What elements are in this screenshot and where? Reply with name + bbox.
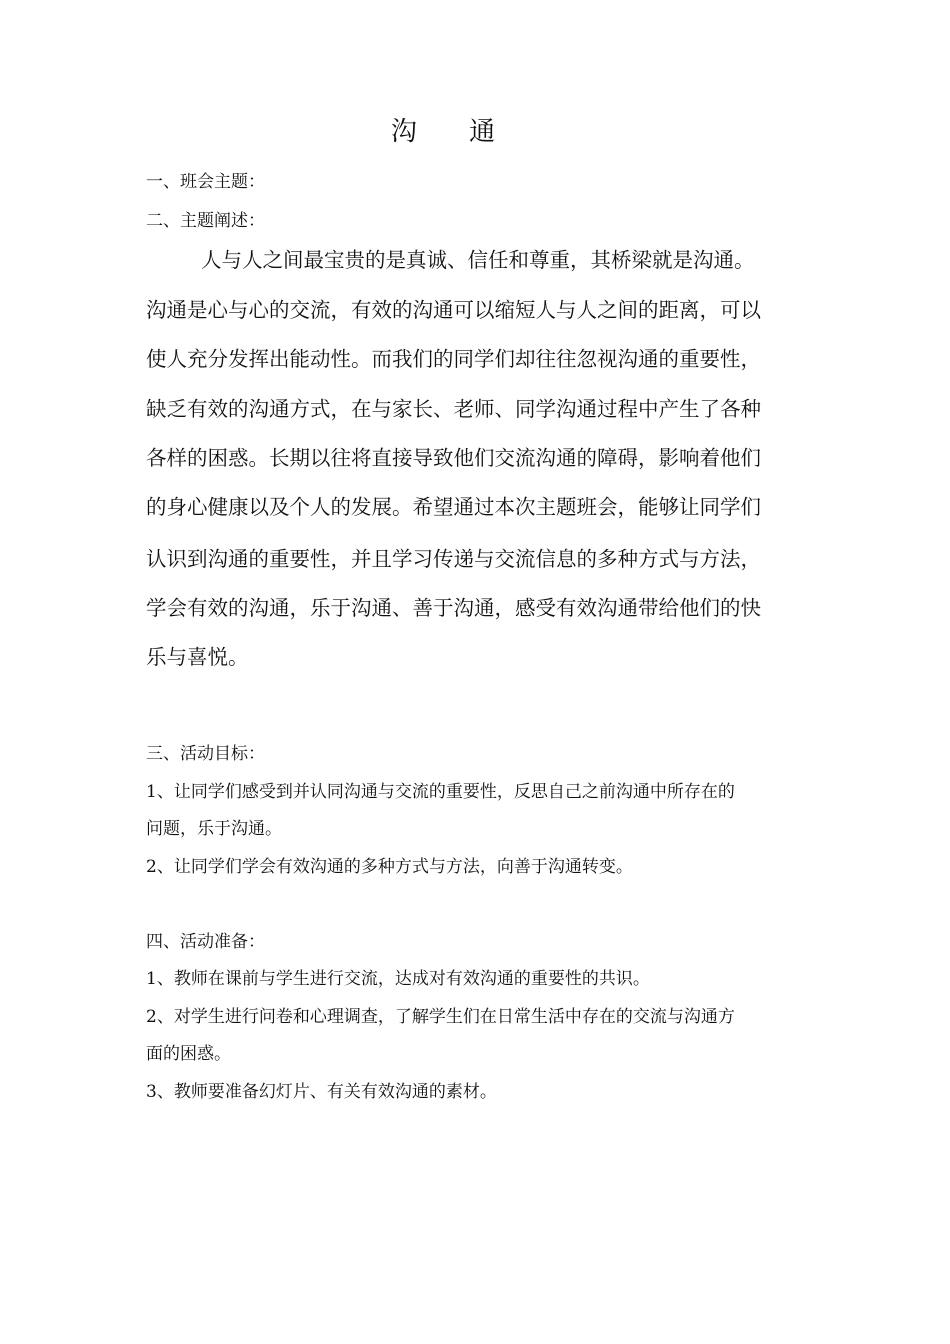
section-heading-theme-description: 二、主题阐述： [146,211,265,231]
preparation-line: 1、教师在课前与学生进行交流，达成对有效沟通的重要性的共识。 [146,969,650,989]
goal-line: 2、让同学们学会有效沟通的多种方式与方法，向善于沟通转变。 [146,857,633,877]
goal-line: 1、让同学们感受到并认同沟通与交流的重要性，反思自己之前沟通中所存在的 [146,782,735,802]
paragraph-line: 使人充分发挥出能动性。而我们的同学们却往往忽视沟通的重要性， [146,347,761,371]
section-heading-class-theme: 一、班会主题： [146,172,265,192]
preparation-line: 面的困惑。 [146,1044,231,1064]
paragraph-line: 人与人之间最宝贵的是真诚、信任和尊重，其桥梁就是沟通。 [201,248,755,272]
paragraph-line: 缺乏有效的沟通方式，在与家长、老师、同学沟通过程中产生了各种 [146,397,761,421]
paragraph-line: 乐与喜悦。 [146,645,249,669]
paragraph-line: 沟通是心与心的交流，有效的沟通可以缩短人与人之间的距离，可以 [146,298,761,322]
paragraph-line: 的身心健康以及个人的发展。希望通过本次主题班会，能够让同学们 [146,495,761,519]
goal-line: 问题，乐于沟通。 [146,819,282,839]
section-heading-activity-preparation: 四、活动准备： [146,932,265,952]
preparation-line: 3、教师要准备幻灯片、有关有效沟通的素材。 [146,1082,497,1102]
document-title: 沟 通 [390,117,518,147]
preparation-line: 2、对学生进行问卷和心理调查，了解学生们在日常生活中存在的交流与沟通方 [146,1007,735,1027]
section-heading-activity-goals: 三、活动目标： [146,744,265,764]
paragraph-line: 各样的困惑。长期以往将直接导致他们交流沟通的障碍，影响着他们 [146,446,761,470]
paragraph-line: 认识到沟通的重要性，并且学习传递与交流信息的多种方式与方法， [146,547,761,571]
paragraph-line: 学会有效的沟通，乐于沟通、善于沟通，感受有效沟通带给他们的快 [146,596,761,620]
